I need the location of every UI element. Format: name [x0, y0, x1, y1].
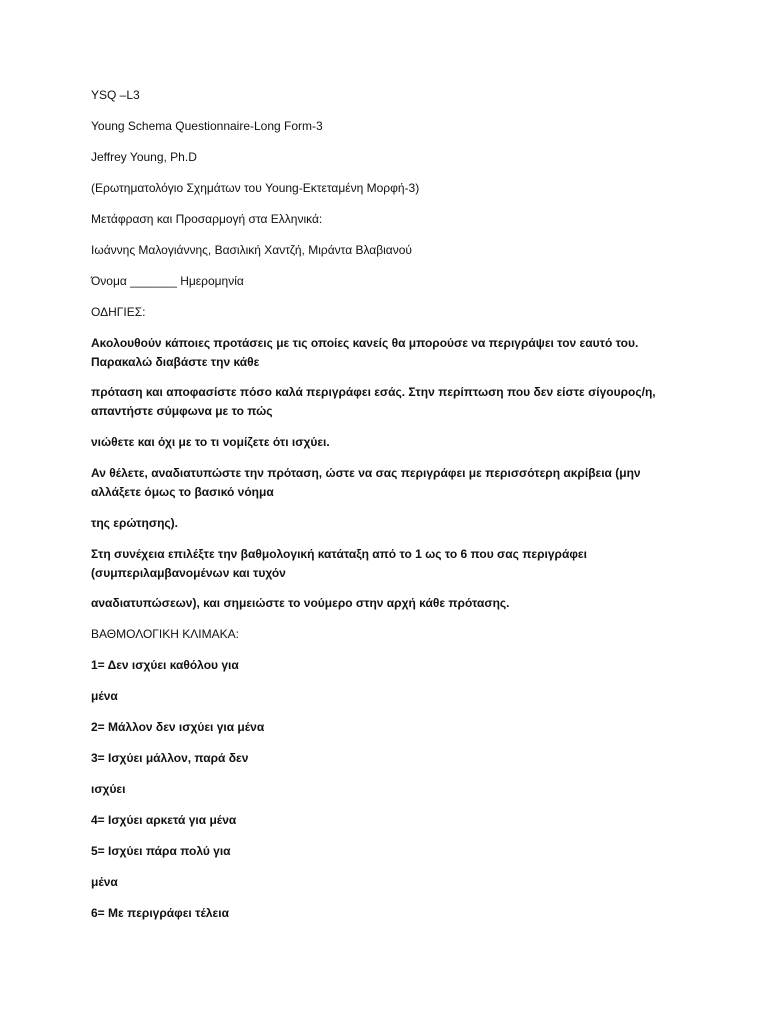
scale-item: μένα — [91, 875, 118, 889]
scale-item: 2= Μάλλον δεν ισχύει για μένα — [91, 720, 265, 734]
translation-heading: Μετάφραση και Προσαρμογή στα Ελληνικά: — [91, 212, 323, 226]
scale-item: 1= Δεν ισχύει καθόλου για — [91, 658, 239, 672]
instructions-paragraph: Στη συνέχεια επιλέξτε την βαθμολογική κατάταξη από το 1 ως το 6 που σας περιγράφει (συμπεριλαμβανομένων και τυχόν — [91, 547, 587, 580]
instructions-paragraph: νιώθετε και όχι με το τι νομίζετε ότι ισχύει. — [91, 435, 330, 449]
instructions-paragraph: της ερώτησης). — [91, 516, 178, 530]
doc-title-english: Young Schema Questionnaire-Long Form-3 — [91, 119, 323, 133]
instructions-heading: ΟΔΗΓΙΕΣ: — [91, 305, 146, 319]
doc-author: Jeffrey Young, Ph.D — [91, 150, 197, 164]
name-date-line: Όνομα _______ Ημερομηνία — [91, 274, 244, 288]
instructions-paragraph: αναδιατυπώσεων), και σημειώστε το νούμερο στην αρχή κάθε πρότασης. — [91, 596, 510, 610]
instructions-paragraph: πρόταση και αποφασίστε πόσο καλά περιγράφει εσάς. Στην περίπτωση που δεν είστε σίγουρος/η, απαντήστε σύμφωνα με το πώς — [91, 385, 656, 418]
scale-item: 6= Με περιγράφει τέλεια — [91, 906, 229, 920]
scale-item: μένα — [91, 689, 118, 703]
scale-item: ισχύει — [91, 782, 126, 796]
translators: Ιωάννης Μαλογιάννης, Βασιλική Χαντζή, Μιράντα Βλαβιανού — [91, 243, 412, 257]
scale-item: 4= Ισχύει αρκετά για μένα — [91, 813, 237, 827]
instructions-paragraph: Αν θέλετε, αναδιατυπώστε την πρόταση, ώστε να σας περιγράφει με περισσότερη ακρίβεια (μην αλλάξετε όμως το βασικό νόημα — [91, 466, 641, 499]
doc-title-greek: (Ερωτηματολόγιο Σχημάτων του Young-Εκτεταμένη Μορφή-3) — [91, 181, 420, 195]
instructions-paragraph: Ακολουθούν κάποιες προτάσεις με τις οποίες κανείς θα μπορούσε να περιγράψει τον εαυτό του. Παρακαλώ διαβάστε την κάθε — [91, 336, 639, 369]
doc-code: YSQ –L3 — [91, 88, 140, 102]
scale-item: 3= Ισχύει μάλλον, παρά δεν — [91, 751, 249, 765]
scale-heading: ΒΑΘΜΟΛΟΓΙΚΗ ΚΛΙΜΑΚΑ: — [91, 627, 239, 641]
scale-item: 5= Ισχύει πάρα πολύ για — [91, 844, 231, 858]
